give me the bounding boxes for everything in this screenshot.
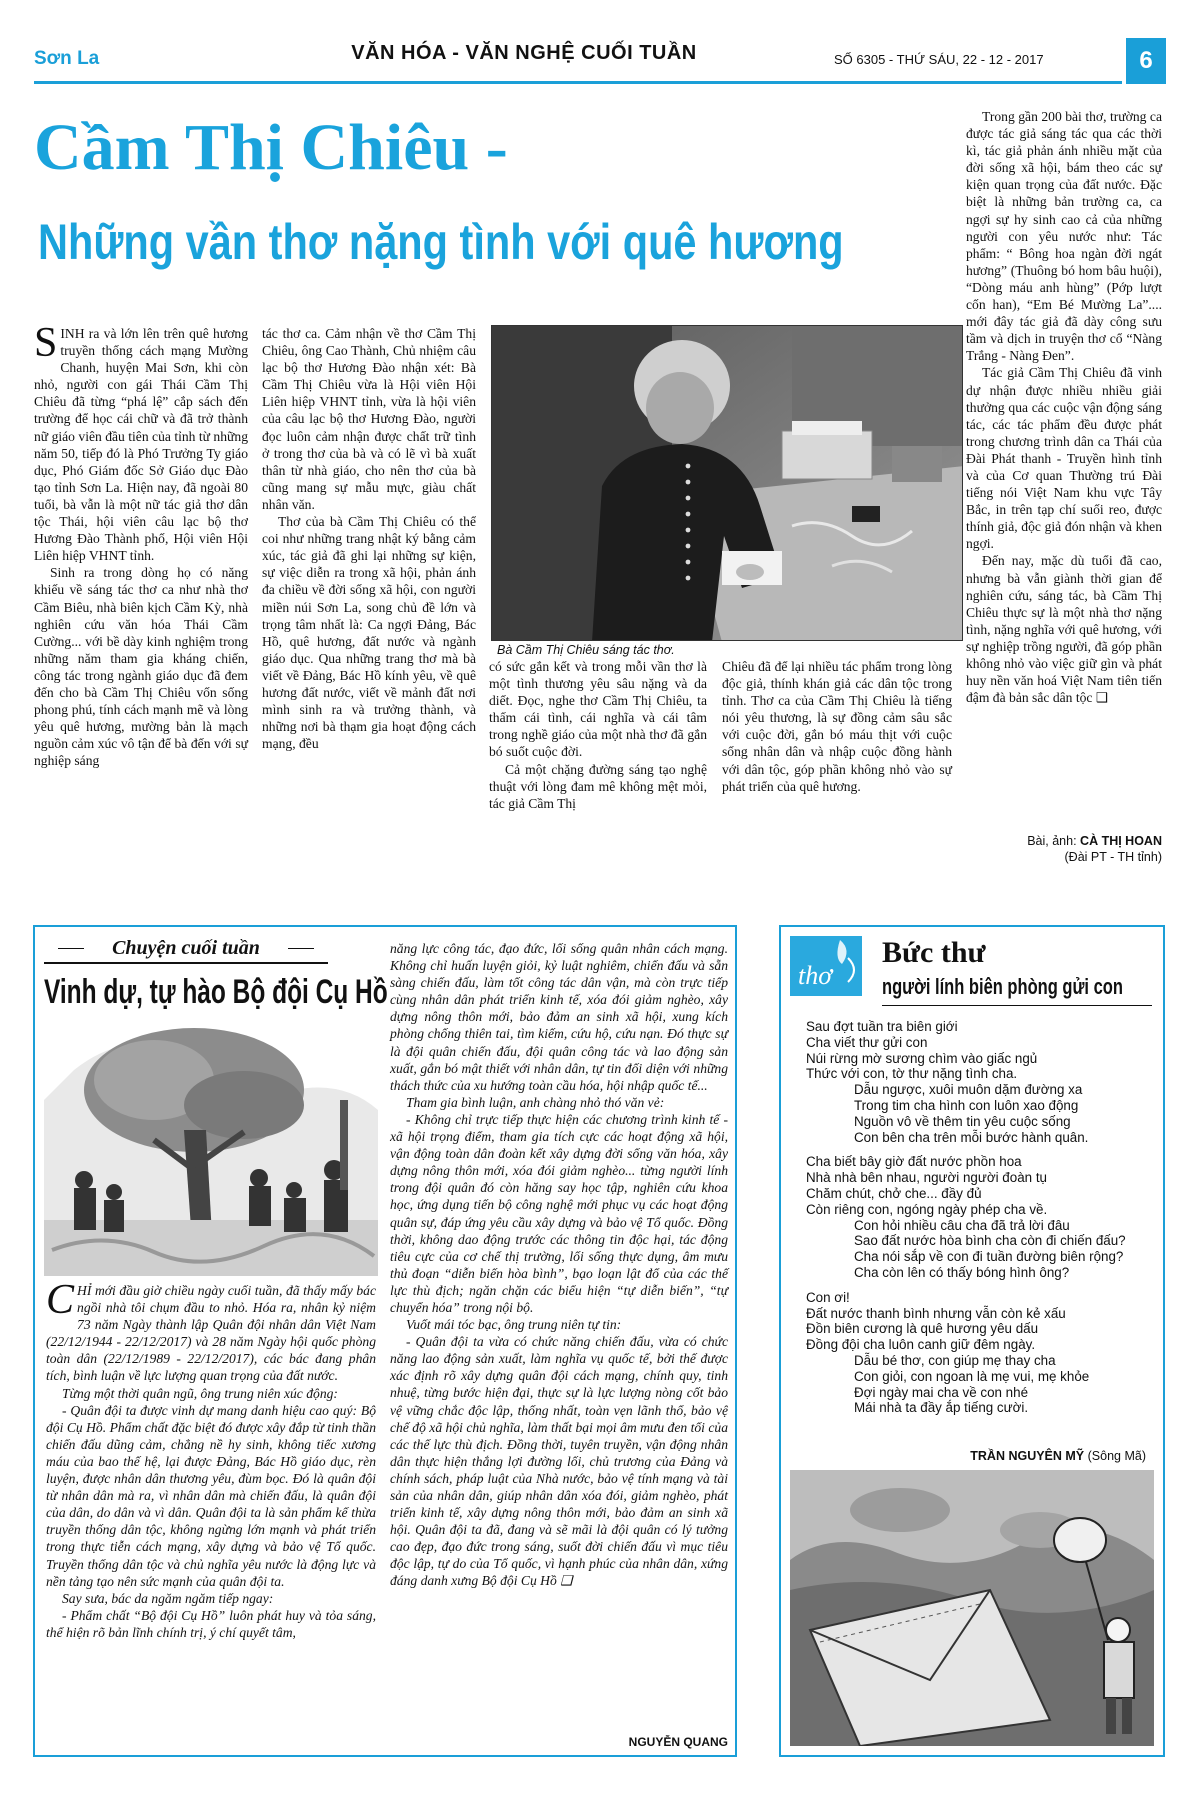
poem-line: Con ơi! [806,1289,850,1305]
story-column-right [390,940,728,1590]
article-title-line2: Những vần thơ nặng tình với quê hương [38,214,844,270]
poem-line: Sau đợt tuần tra biên giới [806,1019,958,1034]
article-paragraph: có sức gắn kết và trong mỗi vần thơ là một tình thương yêu sâu nặng và da diết. Đọc, nghe thơ Cầm Thị Chiêu, ta thấm cái tình, cái nghĩa và cái tâm trong nghề giáo của một nhà thơ đã gắn bó suốt cuộc đời. [489,659,707,760]
poem-line: Đồng đội cha luôn canh giữ đêm ngày. [806,1337,1036,1353]
poem-author-name: TRẦN NGUYÊN MỸ [970,1449,1085,1463]
byline-org: (Đài PT - TH tỉnh) [1064,850,1162,864]
article-paragraph: tác thơ ca. Cảm nhận về thơ Cầm Thị Chiêu, ông Cao Thành, Chủ nhiệm câu lạc bộ thơ Hương Đào nhận xét: Bà Cầm Thị Chiêu vừa là Hội viên Hội Liên hiệp VHNT tỉnh, vừa là hội viên của câu lạc bộ thơ Hương Đào, người đọc luôn cảm nhận được chất trữ tình ở trong thơ của bà và có lẽ vì bà xuất thân từ nhà giáo, cho nên thơ của bà cũng mang sự mẫu mực, giàu chất nhân văn. [262,326,476,512]
story-paragraph: - Không chỉ trực tiếp thực hiện các chương trình kinh tế - xã hội trọng điểm, tham gia tích cực các hoạt động xã hội, vận động toàn dân đoàn kết xây dựng đời sống văn hóa, xây dựng nông thôn mới, xóa đói giảm nghèo... từng người lính trong đội quân đó còn hăng say học tập, nghiên cứu khoa học, ứng dụng tiến bộ công nghệ mới phục vụ các hoạt động quân sự, đáp ứng yêu cầu xây dựng và bảo vệ Tổ quốc. Đồng thời, không dao động trước các thông tin độc hại, tác động tiêu cực của cơ chế thị trường, lối sống thực dụng, âm mưu thủ đoạn “diễn biến hòa bình”, bạo loạn lật đổ của các thế lực thù địch; ngăn chặn các biểu hiện “tự diễn biến”, “tự chuyển hóa” trong nội bộ. [390,1111,728,1315]
poem-line: Còn riêng con, ngóng ngày phép cha về. [806,1201,1048,1217]
poem-title-line1: Bức thư [882,936,986,969]
stanza-gap [806,1281,1146,1290]
article-title-line1: Cầm Thị Chiêu - [34,111,508,184]
poem-line: Sao đất nước hòa bình cha còn đi chiến đấu? [854,1233,1126,1249]
byline-author: CÀ THỊ HOAN [1080,834,1162,848]
story-paragraph: Say sưa, bác da ngăm ngăm tiếp ngay: [62,1590,274,1606]
article-paragraph: Trong gần 200 bài thơ, trường ca được tác giả sáng tác qua các thời kì, tác giả phản ánh nhiều mặt của đời sống xã hội, bám theo các sự kiện quan trọng của đất nước. Đặc biệt là những bản trường ca, ca ngợi sự hy sinh cao cả của những người con yêu nước như: Tác phẩm: “ Bông hoa ngàn đời ngát hương” (Thuông bó hom bâu huội), “Dòng máu anh hùng” (Pớp lượt cốn han), “Em Bé Mường La”.... mới đây tác giả đã dày công sưu tầm và dịch in truyện thơ cổ “Nàng Trắng - Nàng Đen”. [966,109,1162,364]
story-paragraph: Vuốt mái tóc bạc, ông trung niên tự tin: [406,1317,622,1333]
story-illustration [44,1020,378,1276]
story-column-left [46,1277,376,1641]
page-number: 6 [1126,38,1166,84]
header-divider [34,81,1122,84]
story-dropcap: C [46,1277,75,1323]
poem-line: Con giỏi, con ngoan là mẹ vui, mẹ khỏe [854,1368,1090,1384]
story-title: Vinh dự, tự hào Bộ đội Cụ Hồ [44,973,388,1011]
story-paragraph: Từng một thời quân ngũ, ông trung niên xúc động: [62,1385,338,1401]
poem-line: Đất nước thanh bình nhưng vẫn còn kẻ xấu [806,1305,1066,1321]
poem-logo [790,936,862,996]
poem-line: Núi rừng mờ sương chìm vào giấc ngủ [806,1050,1038,1066]
article-paragraph: Chiêu đã để lại nhiều tác phẩm trong lòng độc giả, thính khán giả các dân tộc trong tỉnh. Thơ ca của Cầm Thị Chiêu là tiếng nói yêu thương, là sự đồng cảm sâu sắc với cuộc đời, gắn bó máu thịt với cuộc sống nhân dân và nhập cuộc đồng hành với dân tộc, góp phần không nhỏ vào sự phát triển của quê hương. [722,659,952,794]
poem-body [806,1019,1146,1416]
story-paragraph: - Quân đội ta được vinh dự mang danh hiệu cao quý: Bộ đội Cụ Hồ. Phẩm chất đặc biệt đó được xây đắp từ tinh thần chiến đấu dũng cảm, chẳng nề hy sinh, không tiếc xương máu của bao thế hệ, lại được Đảng, Bác Hồ giáo dục, rèn luyện, được nhân dân thương yêu, đùm bọc. Đó là quân đội từ nhân dân mà ra, vì nhân dân mà chiến đấu, là quân đội của dân, do dân và vì dân. Quân đội ta là sản phẩm kế thừa truyền thống dân tộc, không ngừng lớn mạnh và phát triển trong thực tiễn cách mạng, xây dựng và bảo vệ Tổ quốc. Truyền thống dân tộc và chủ nghĩa yêu nước là động lực và nền tảng tạo nên sức mạnh của quân đội ta. [46,1402,376,1589]
story-paragraph: - Phẩm chất “Bộ đội Cụ Hồ” luôn phát huy và tỏa sáng, thể hiện rõ bản lĩnh chính trị, ý chí quyết tâm, [46,1607,376,1640]
child-with-letter-illustration [790,1470,1154,1746]
poem-line: Nhà nhà bên nhau, người người đoàn tụ [806,1170,1047,1186]
story-author: NGUYỄN QUANG [628,1735,728,1749]
poem-title-underline [882,1005,1152,1006]
article-column-3 [489,658,707,812]
poem-line: Chăm chút, chở che... đầy đủ [806,1185,982,1201]
story-kicker: Chuyện cuối tuần [44,934,328,964]
poem-line: Cha nói sắp về con đi tuần đường biên rộng? [854,1249,1124,1265]
photo-caption: Bà Cầm Thị Chiêu sáng tác thơ. [497,643,675,657]
poem-logo-text: thơ [798,961,833,990]
stanza-gap [806,1145,1146,1154]
poem-line: Cha còn lên có thấy bóng hình ông? [854,1264,1070,1280]
poem-author [806,1449,1146,1463]
article-photo [491,325,963,641]
header-place: Sơn La [34,48,100,69]
story-paragraph: HỈ mới đầu giờ chiều ngày cuối tuần, đã thấy mấy bác ngồi nhà tôi chụm đầu to nhỏ. Hóa ra, nhân kỷ niệm 73 năm Ngày thành lập Quân đội nhân dân Việt Nam (22/12/1944 - 22/12/2017) và 28 năm Ngày hội quốc phòng toàn dân (22/12/1989 - 22/12/2017), các bác đang phân tích, bình luận về lực lượng quan trọng của đất nước. [46,1283,376,1384]
poem-line: Đợi ngày mai cha về con nhé [854,1384,1029,1400]
poem-line: Dẫu bé thơ, con giúp mẹ thay cha [854,1352,1056,1368]
article-paragraph: INH ra và lớn lên trên quê hương truyền thống cách mạng Mường Chanh, huyện Mai Sơn, khi còn nhỏ, người con gái Thái Cầm Thị Chiêu đã từng “phá lệ” cắp sách đến trường để học cái chữ và đã trở thành nữ giáo viên đầu tiên của tỉnh từ những năm 50, tiếp đó là Phó Trưởng Ty giáo dục, Phó Giám đốc Sở Giáo dục Đào tạo tỉnh Sơn La. Hiện nay, đã ngoài 80 tuổi, bà vẫn là một nữ tác giả thơ dân tộc Thái, hội viên câu lạc bộ thơ Hương Đào Thành phố, Hội viên Hội Liên hiệp VHNT tỉnh. [34,326,248,564]
poem-line: Cha viết thư gửi con [806,1034,928,1050]
poem-author-place: (Sông Mã) [1087,1449,1146,1463]
poem-line: Thức với con, tờ thư nặng tình cha. [806,1066,1018,1082]
header-section-title: VĂN HÓA - VĂN NGHỆ CUỐI TUẦN [351,42,697,64]
poem-line: Đồn biên cương là quê hương yêu dấu [806,1321,1039,1337]
poem-line: Mái nhà ta đầy ắp tiếng cười. [854,1400,1029,1416]
article-paragraph: Sinh ra trong dòng họ có năng khiếu về sáng tác thơ ca như nhà thơ Cầm Biêu, nhà biên kịch Cầm Kỳ, nhà nghiên cứu văn hóa Thái Cầm Cường... với bề dày kinh nghiệm trong những năm tham gia kháng chiến, công tác trong ngành giáo dục đã đem đến cho bà Cầm Thị Chiêu vốn sống phong phú, tính cách mạnh mẽ và lòng yêu quê hương, mường bản là mạch nguồn cảm xúc vô tận để bà đến với sự nghiệp sáng [34,565,248,769]
byline-label: Bài, ảnh: [1027,834,1077,848]
poem-line: Cha biết bây giờ đất nước phồn hoa [806,1154,1022,1170]
article-paragraph: Thơ của bà Cầm Thị Chiêu có thể coi như những trang nhật ký bằng cảm xúc, tác giả đã ghi lại những sự kiện, sự việc diễn ra trong xã hội, phản ánh đa chiều về đời sống xã hội, con người miền núi Sơn La, song chủ đề lớn và trọng tâm nhất là: Ca ngợi Đảng, Bác Hồ, quê hương, đất nước và ngành giáo dục. Qua những trang thơ mà bà viết về Đảng, Bác Hồ kính yêu, về quê hương đất nước, viết về mảnh đất nơi mình sinh ra và trưởng thành, và những nơi bà thạm gia hoạt động cách mạng, đều [262,514,476,752]
soldiers-under-tree-illustration [44,1020,378,1276]
poem-line: Dẫu ngược, xuôi muôn dặm đường xa [854,1082,1083,1098]
story-paragraph: Tham gia bình luận, anh chàng nhỏ thó văn vẻ: [406,1094,665,1110]
article-column-1 [34,320,248,769]
article-dropcap: S [34,320,58,366]
page-header [34,38,1166,90]
article-paragraph: Đến nay, mặc dù tuổi đã cao, nhưng bà vẫn giành thời gian để nghiên cứu, sáng tác, bà Cầm Thị Chiêu thực sự là một nhà thơ nặng tình, nặng nghĩa với quê hương, với sự nghiệp trồng người, đã góp phần không nhỏ vào việc giữ gìn và phát huy nền văn hoá Việt Nam tiên tiến đậm đà bản sắc dân tộc ❑ [966,553,1162,706]
header-issue-date: SỐ 6305 - THỨ SÁU, 22 - 12 - 2017 [834,52,1044,67]
poem-line: Con bên cha trên mỗi bước hành quân. [854,1129,1089,1145]
poet-writing-photo [492,326,963,641]
article-column-2 [262,325,476,752]
poem-illustration [790,1470,1154,1746]
poem-line: Nguồn vô về thêm tin yêu cuộc sống [854,1113,1071,1129]
poem-title-line2: người lính biên phòng gửi con [882,974,1123,999]
article-byline [966,833,1162,865]
poem-line: Con hỏi nhiều câu cha đã trả lời đâu [854,1217,1070,1233]
article-column-5 [966,108,1162,706]
leaf-logo-icon [790,936,862,996]
article-column-4 [722,658,952,795]
article-paragraph: Cả một chặng đường sáng tạo nghệ thuật với lòng đam mê không mệt mỏi, tác giả Cầm Thị [489,761,707,811]
poem-line: Trong tim cha hình con luôn xao động [854,1097,1079,1113]
story-paragraph: năng lực công tác, đạo đức, lối sống quân nhân cách mạng. Không chỉ huấn luyện giỏi, kỷ luật nghiêm, chiến đấu và sẵn sàng chiến đấu, làm tốt công tác dân vận, mà còn trực tiếp cùng nhân dân phát triển kinh tế, xóa đói giảm nghèo, xây dựng nông thôn mới, bảo đảm an sinh xã hội, xung kích phòng chống thiên tai, tìm kiếm, cứu hộ, cứu nạn. Đó thực sự là đội quân chiến đấu, đội quân công tác và lao động sản xuất, gắn bó mật thiết với nhân dân, tự tin đối diện với những thách thức của xu hướng toàn cầu hóa, hội nhập quốc tế... [390,941,728,1093]
article-paragraph: Tác giả Cầm Thị Chiêu đã vinh dự nhận được nhiều nhiều giải thưởng qua các cuộc vận động sáng tác, các tác phẩm đều được phát trong chương trình dân ca Thái của Đài Phát thanh - Truyền hình tỉnh và của Cơ quan Thường trú Đài tiếng nói Việt Nam khu vực Tây Bắc, in trên tạp chí suối reo, được thính giả, độc giả đón nhận và khen ngợi. [966,365,1162,552]
story-paragraph: - Quân đội ta vừa có chức năng chiến đấu, vừa có chức năng lao động sản xuất, làm nghĩa vụ quốc tế, bởi thế được xác định rõ xây dựng quân đội cách mạng, chính quy, tinh nhuệ, từng bước hiện đại, thực sự là lực lượng nòng cốt bảo vệ vững chắc độc lập, thống nhất, toàn vẹn lãnh thổ, bảo vệ chế độ xã hội chủ nghĩa, làm thất bại mọi âm mưu đen tối của các thế lực thù địch. Đồng thời, tuyên truyền, vận động nhân dân thực hiện thắng lợi đường lối, chủ trương của Đảng và chính sách, pháp luật của Nhà nước, bảo vệ tính mạng và tài sản của nhân dân, giúp nhân dân xóa đói, giảm nghèo, phát triển kinh tế, xây dựng nông thôn mới, bảo đảm an sinh xã hội. Quân đội ta đã, đang và sẽ mãi là đội quân có lý tưởng cao đẹp, đạo đức trong sáng, suốt đời chiến đấu vì mục tiêu độc lập, tự do của Tổ quốc, vì hạnh phúc của nhân dân, xứng đáng danh xưng Bộ đội Cụ Hồ ❑ [390,1334,728,1589]
